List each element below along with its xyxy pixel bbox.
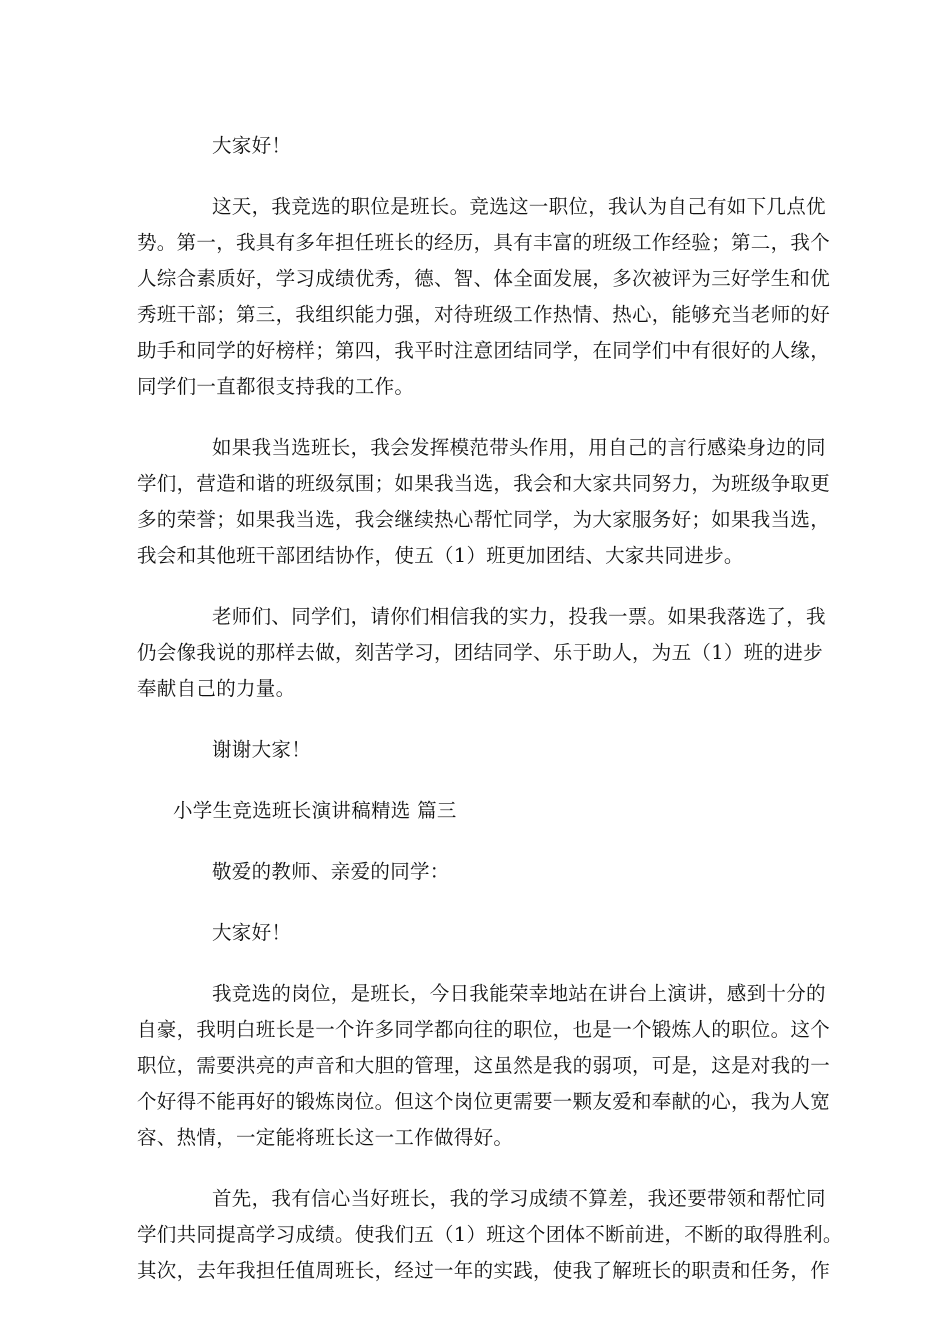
paragraph-4-line: 容、热情，一定能将班长这一工作做得好。 — [137, 1126, 514, 1149]
paragraph-2-line: 我会和其他班干部团结协作，使五（1）班更加团结、大家共同进步。 — [137, 544, 744, 567]
document-page — [137, 128, 843, 1314]
paragraph-1-line: 势。第一，我具有多年担任班长的经历，具有丰富的班级工作经验；第二，我个 — [137, 231, 831, 254]
salutation: 敬爱的教师、亲爱的同学： — [212, 860, 450, 883]
greeting-1: 大家好！ — [212, 134, 292, 157]
paragraph-5-line: 学们共同提高学习成绩。使我们五（1）班这个团体不断前进，不断的取得胜利。 — [137, 1223, 843, 1246]
thanks-line: 谢谢大家！ — [212, 738, 312, 761]
paragraph-4-line: 自豪，我明白班长是一个许多同学都向往的职位，也是一个锻炼人的职位。这个 — [137, 1018, 831, 1041]
paragraph-4-line: 个好得不能再好的锻炼岗位。但这个岗位更需要一颗友爱和奉献的心，我为人宽 — [137, 1090, 831, 1113]
paragraph-1 — [137, 189, 831, 405]
paragraph-1-line: 助手和同学的好榜样；第四，我平时注意团结同学，在同学们中有很好的人缘， — [137, 339, 831, 362]
section-title: 小学生竞选班长演讲稿精选 篇三 — [173, 799, 457, 822]
paragraph-5 — [137, 1181, 843, 1289]
paragraph-1-line: 同学们一直都很支持我的工作。 — [137, 375, 415, 398]
paragraph-3-line: 奉献自己的力量。 — [137, 677, 296, 700]
paragraph-4-line: 我竞选的岗位，是班长，今日我能荣幸地站在讲台上演讲，感到十分的 — [212, 982, 826, 1005]
paragraph-2 — [137, 430, 831, 574]
paragraph-5-line: 首先，我有信心当好班长，我的学习成绩不算差，我还要带领和帮忙同 — [212, 1187, 826, 1210]
paragraph-5-line: 其次，去年我担任值周班长，经过一年的实践，使我了解班长的职责和任务，作 — [137, 1259, 831, 1282]
paragraph-1-line: 秀班干部；第三，我组织能力强，对待班级工作热情、热心，能够充当老师的好 — [137, 303, 831, 326]
paragraph-2-line: 如果我当选班长，我会发挥模范带头作用，用自己的言行感染身边的同 — [212, 436, 826, 459]
paragraph-3 — [137, 599, 826, 707]
paragraph-4 — [137, 976, 831, 1156]
paragraph-1-line: 人综合素质好，学习成绩优秀，德、智、体全面发展，多次被评为三好学生和优 — [137, 267, 831, 290]
paragraph-4-line: 职位，需要洪亮的声音和大胆的管理，这虽然是我的弱项，可是，这是对我的一 — [137, 1054, 831, 1077]
paragraph-2-line: 学们，营造和谐的班级氛围；如果我当选，我会和大家共同努力，为班级争取更 — [137, 472, 831, 495]
greeting-2: 大家好！ — [212, 921, 292, 944]
paragraph-1-line: 这天，我竞选的职位是班长。竞选这一职位，我认为自己有如下几点优 — [212, 195, 826, 218]
paragraph-3-line: 老师们、同学们，请你们相信我的实力，投我一票。如果我落选了，我 — [212, 605, 826, 628]
paragraph-3-line: 仍会像我说的那样去做，刻苦学习，团结同学、乐于助人，为五（1）班的进步 — [137, 641, 823, 664]
paragraph-2-line: 多的荣誉；如果我当选，我会继续热心帮忙同学，为大家服务好；如果我当选， — [137, 508, 831, 531]
